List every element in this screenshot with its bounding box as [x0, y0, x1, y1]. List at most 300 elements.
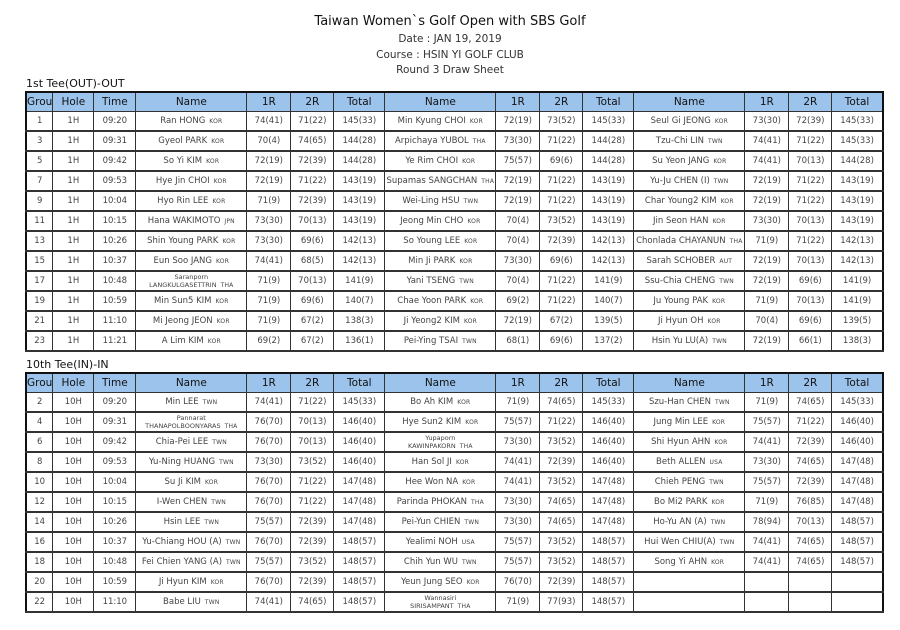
tee10-section-label: 10th Tee(IN)-IN [26, 358, 109, 371]
player-name-cell [634, 452, 745, 472]
player-name: Bo Ah KIM [410, 397, 454, 407]
round1-score: 70(4) [247, 131, 291, 151]
round1-score: 73(30) [496, 251, 540, 271]
player-name-cell [385, 112, 496, 132]
player-name-cell [385, 331, 496, 351]
total-score: 145(33) [334, 112, 385, 132]
total-score: 147(48) [583, 512, 634, 532]
round1-score [745, 572, 789, 592]
round2-score: 69(6) [789, 271, 832, 291]
player-country: KOR [457, 399, 471, 406]
round2-score: 72(39) [789, 112, 832, 132]
column-header: 1R [247, 373, 291, 393]
player-name-cell [136, 512, 247, 532]
round1-score: 74(41) [247, 251, 291, 271]
tee-time: 10:37 [94, 251, 136, 271]
round1-score: 70(4) [496, 211, 540, 231]
round2-score: 71(22) [789, 171, 832, 191]
player-country: KOR [463, 318, 478, 325]
hole: 10H [53, 472, 94, 492]
event-course: Course : HSIN YI GOLF CLUB [376, 49, 524, 61]
tee-time: 10:15 [94, 492, 136, 512]
total-score: 146(40) [583, 412, 634, 432]
player-name: Beth ALLEN [656, 457, 706, 467]
player-name: Yu-Chiang HOU (A) [142, 537, 222, 547]
total-score: 142(13) [334, 251, 385, 271]
round1-score: 71(9) [247, 271, 291, 291]
round2-score: 74(65) [540, 512, 583, 532]
group-number: 17 [26, 271, 53, 291]
round1-score: 73(30) [745, 211, 789, 231]
group-number: 9 [26, 191, 53, 211]
round1-score: 74(41) [745, 151, 789, 171]
player-country: KOR [469, 118, 483, 125]
player-country: KOR [216, 318, 230, 325]
total-score: 146(40) [334, 452, 385, 472]
total-score: 147(48) [832, 472, 883, 492]
player-name-cell [634, 592, 745, 612]
round1-score: 75(57) [247, 552, 291, 572]
player-name-cell [634, 191, 745, 211]
player-country: KOR [462, 158, 476, 165]
round2-score: 74(65) [291, 131, 334, 151]
round2-score: 72(39) [291, 572, 334, 592]
tee-time: 10:04 [94, 191, 136, 211]
total-score: 147(48) [334, 492, 385, 512]
player-name-line2 [385, 602, 495, 611]
tee-time: 10:26 [94, 512, 136, 532]
table-row [26, 311, 883, 331]
player-name-cell [385, 512, 496, 532]
round1-score: 76(70) [247, 532, 291, 552]
round2-score: 66(1) [789, 331, 832, 351]
round1-score: 71(9) [247, 191, 291, 211]
group-number: 13 [26, 231, 53, 251]
round2-score: 72(39) [789, 472, 832, 492]
table-row [26, 191, 883, 211]
tee-time: 11:21 [94, 331, 136, 351]
player-name: Ssu-Chia CHENG [644, 276, 716, 286]
player-country: USA [709, 459, 723, 466]
player-name-line2 [136, 422, 246, 431]
player-name-cell [385, 452, 496, 472]
player-country: TWN [202, 399, 218, 406]
round1-score: 73(30) [496, 512, 540, 532]
total-score: 146(40) [832, 432, 883, 452]
round2-score: 73(52) [291, 552, 334, 572]
player-country: TWN [459, 278, 474, 285]
player-name: Song Yi AHN [654, 557, 708, 567]
total-score: 144(28) [334, 151, 385, 171]
tee-time: 10:37 [94, 532, 136, 552]
total-score: 143(19) [832, 211, 883, 231]
player-country: KOR [712, 298, 726, 305]
player-name-cell [136, 432, 247, 452]
header-row [26, 373, 883, 393]
column-header: Grou [26, 373, 53, 393]
player-country: KOR [210, 579, 224, 586]
total-score: 146(40) [583, 432, 634, 452]
player-name: Shin Young PARK [147, 236, 219, 246]
round1-score: 69(2) [496, 291, 540, 311]
round1-score: 74(41) [745, 552, 789, 572]
player-name-cell [136, 151, 247, 171]
tee-time: 10:04 [94, 472, 136, 492]
player-name: Ju Young PAK [653, 296, 709, 306]
total-score: 148(57) [334, 552, 385, 572]
column-header: Total [832, 373, 883, 393]
total-score: 143(19) [832, 191, 883, 211]
player-name: Ran HONG [160, 116, 206, 126]
player-name-cell [385, 472, 496, 492]
round1-score: 74(41) [247, 592, 291, 612]
player-country: KOR [205, 479, 219, 486]
player-name-cell [634, 432, 745, 452]
round2-score: 71(22) [789, 412, 832, 432]
player-country: KOR [455, 459, 470, 466]
player-name: Char Young2 KIM [644, 196, 717, 206]
player-country: THA [224, 422, 238, 430]
group-number: 4 [26, 412, 53, 432]
player-name: Ji Yeong2 KIM [403, 316, 460, 326]
round1-score [745, 592, 789, 612]
column-header: Hole [53, 92, 94, 112]
round2-score: 73(52) [540, 552, 583, 572]
round1-score: 74(41) [745, 532, 789, 552]
player-country: AUT [719, 258, 733, 265]
round2-score: 71(22) [540, 131, 583, 151]
total-score: 136(1) [334, 331, 385, 351]
round2-score: 72(39) [540, 452, 583, 472]
total-score: 148(57) [583, 572, 634, 592]
player-name: Seul Gi JEONG [650, 116, 711, 126]
player-name: Hye Jin CHOI [155, 176, 210, 186]
total-score: 141(9) [583, 271, 634, 291]
player-name-cell [634, 393, 745, 413]
player-name-cell [136, 552, 247, 572]
round1-score: 73(30) [496, 131, 540, 151]
round1-score: 74(41) [247, 112, 291, 132]
total-score: 143(19) [832, 171, 883, 191]
player-name-cell [634, 412, 745, 432]
round2-score: 73(52) [540, 112, 583, 132]
player-country: KOR [712, 419, 726, 426]
round1-score: 76(70) [247, 412, 291, 432]
hole: 10H [53, 393, 94, 413]
player-name: Hee Won NA [405, 477, 459, 487]
round2-score: 74(65) [789, 532, 832, 552]
player-name: Ji Hyun KIM [158, 577, 207, 587]
player-country: TWN [715, 399, 730, 406]
round2-score: 74(65) [789, 393, 832, 413]
round1-score: 72(19) [745, 271, 789, 291]
player-name: I-Wen CHEN [156, 497, 208, 507]
player-country: THA [457, 602, 471, 610]
round2-score: 72(39) [789, 432, 832, 452]
total-score: 148(57) [832, 532, 883, 552]
round1-score: 72(19) [745, 191, 789, 211]
tee-time: 09:20 [94, 393, 136, 413]
player-country: KOR [206, 158, 220, 165]
round1-score: 73(30) [496, 492, 540, 512]
player-name: Supamas SANGCHAN [386, 176, 478, 186]
round2-score: 72(39) [291, 512, 334, 532]
player-name: Hana WAKIMOTO [147, 216, 221, 226]
total-score: 145(33) [832, 112, 883, 132]
player-country: KOR [711, 499, 725, 506]
player-name: Hyo Rin LEE [157, 196, 209, 206]
player-country: KOR [707, 318, 721, 325]
column-header: 1R [496, 373, 540, 393]
round1-score: 74(41) [496, 472, 540, 492]
total-score: 139(5) [583, 311, 634, 331]
round1-score: 68(1) [496, 331, 540, 351]
round2-score: 70(13) [789, 211, 832, 231]
player-name-cell [136, 331, 247, 351]
total-score: 140(7) [334, 291, 385, 311]
column-header: 2R [789, 92, 832, 112]
round1-score: 72(19) [496, 311, 540, 331]
round2-score: 74(65) [789, 552, 832, 572]
round2-score: 71(22) [540, 291, 583, 311]
player-name: Parinda PHOKAN [396, 497, 468, 507]
tee-time: 09:53 [94, 452, 136, 472]
player-name: Chieh PENG [654, 477, 706, 487]
player-name-cell [136, 291, 247, 311]
player-country: KOR [215, 298, 229, 305]
player-name: Jung Min LEE [653, 417, 709, 427]
column-header: 2R [789, 373, 832, 393]
total-score: 138(3) [334, 311, 385, 331]
round2-score: 71(22) [540, 412, 583, 432]
player-name-cell [634, 112, 745, 132]
total-score: 139(5) [832, 311, 883, 331]
player-name: Szu-Han CHEN [648, 397, 711, 407]
hole: 1H [53, 131, 94, 151]
round1-score: 71(9) [496, 592, 540, 612]
player-country: THA [471, 499, 484, 506]
player-country: TWN [710, 519, 726, 526]
round2-score: 76(85) [789, 492, 832, 512]
table-row [26, 452, 883, 472]
player-name-cell [136, 592, 247, 612]
group-number: 7 [26, 171, 53, 191]
hole: 10H [53, 492, 94, 512]
round1-score: 74(41) [496, 452, 540, 472]
round1-score: 72(19) [496, 112, 540, 132]
tee1-section-label: 1st Tee(OUT)-OUT [26, 77, 125, 90]
player-name: Hye Sun2 KIM [402, 417, 462, 427]
round2-score: 71(22) [291, 112, 334, 132]
round2-score: 72(39) [540, 231, 583, 251]
total-score: 142(13) [583, 231, 634, 251]
table-row [26, 291, 883, 311]
hole: 10H [53, 552, 94, 572]
player-name: Han Sol JI [411, 457, 452, 467]
round2-score: 71(22) [291, 171, 334, 191]
total-score: 143(19) [583, 171, 634, 191]
round1-score: 73(30) [247, 452, 291, 472]
round1-score: 70(4) [745, 311, 789, 331]
player-country: KOR [462, 479, 476, 486]
table-row [26, 151, 883, 171]
player-country: TWN [712, 338, 727, 345]
table-row [26, 592, 883, 612]
hole: 1H [53, 191, 94, 211]
player-country: KOR [714, 118, 728, 125]
column-header: Hole [53, 373, 94, 393]
hole: 1H [53, 171, 94, 191]
player-name: Yealimi NOH [405, 537, 458, 547]
player-country: KOR [464, 238, 478, 245]
player-country: TWN [709, 479, 724, 486]
round1-score: 74(41) [745, 432, 789, 452]
group-number: 2 [26, 393, 53, 413]
player-name-cell [634, 131, 745, 151]
hole: 10H [53, 432, 94, 452]
round2-score: 71(22) [291, 492, 334, 512]
table-row [26, 211, 883, 231]
player-country: TWN [719, 539, 735, 546]
player-name: Yu-Ning HUANG [148, 457, 216, 467]
player-country: TWN [211, 499, 226, 506]
group-number: 22 [26, 592, 53, 612]
player-country: THA [729, 238, 743, 245]
tee10-draw-table [25, 372, 884, 613]
column-header: 1R [745, 373, 789, 393]
round1-score: 75(57) [496, 552, 540, 572]
page-title: Taiwan Women`s Golf Open with SBS Golf [314, 14, 586, 29]
table-row [26, 572, 883, 592]
round-label: Round 3 Draw Sheet [396, 64, 504, 76]
round2-score: 70(13) [291, 412, 334, 432]
round1-score: 72(19) [496, 191, 540, 211]
player-name: Gyeol PARK [158, 136, 208, 146]
round2-score: 74(65) [540, 393, 583, 413]
total-score: 145(33) [832, 393, 883, 413]
total-score: 144(28) [583, 151, 634, 171]
round2-score: 72(39) [291, 191, 334, 211]
round2-score: 72(39) [540, 572, 583, 592]
tee-time: 11:10 [94, 592, 136, 612]
round1-score: 75(57) [745, 472, 789, 492]
hole: 10H [53, 412, 94, 432]
player-country: KOR [713, 158, 727, 165]
total-score: 148(57) [583, 592, 634, 612]
tee-time: 09:53 [94, 171, 136, 191]
column-header: 2R [540, 373, 583, 393]
column-header: Total [583, 373, 634, 393]
player-country: KOR [720, 198, 734, 205]
column-header: Total [334, 92, 385, 112]
round2-score: 72(39) [291, 151, 334, 171]
total-score: 145(33) [334, 393, 385, 413]
player-name-cell [136, 271, 247, 291]
round1-score: 71(9) [496, 393, 540, 413]
player-country: THA [481, 178, 495, 185]
table-row [26, 112, 883, 132]
player-name-cell [136, 532, 247, 552]
player-name: Mi Jeong JEON [152, 316, 213, 326]
round2-score: 74(65) [540, 492, 583, 512]
round1-score: 73(30) [247, 211, 291, 231]
player-name: Fei Chien YANG (A) [141, 557, 223, 567]
player-name: Pei-Yun CHIEN [401, 517, 461, 527]
tee-time: 10:26 [94, 231, 136, 251]
tee1-draw-table [25, 91, 884, 352]
tee-time: 10:48 [94, 552, 136, 572]
player-name-cell [634, 271, 745, 291]
player-name: Min LEE [165, 397, 199, 407]
player-name: Babe LIU [163, 597, 201, 607]
total-score: 146(40) [334, 432, 385, 452]
player-name-cell [385, 131, 496, 151]
total-score: 147(48) [334, 472, 385, 492]
player-name-cell [385, 311, 496, 331]
player-name-cell [385, 592, 496, 612]
hole: 10H [53, 512, 94, 532]
table-row [26, 393, 883, 413]
player-country: TWN [219, 459, 234, 466]
player-country: THA [472, 138, 486, 145]
round2-score: 68(5) [291, 251, 334, 271]
player-name-cell [385, 171, 496, 191]
total-score: 143(19) [334, 191, 385, 211]
player-surname: THANAPOLBOONYARAS [145, 421, 221, 430]
round1-score: 70(4) [496, 271, 540, 291]
round1-score: 71(9) [247, 311, 291, 331]
total-score: 142(13) [832, 251, 883, 271]
column-header: 1R [496, 92, 540, 112]
player-name-cell [136, 131, 247, 151]
hole: 1H [53, 291, 94, 311]
round1-score: 73(30) [496, 432, 540, 452]
round2-score: 67(2) [540, 311, 583, 331]
player-name: Wei-Ling HSU [402, 196, 460, 206]
table-row [26, 331, 883, 351]
table-row [26, 532, 883, 552]
total-score: 143(19) [334, 171, 385, 191]
column-header: Name [634, 92, 745, 112]
player-country: KOR [465, 419, 479, 426]
player-name: Yani TSENG [406, 276, 456, 286]
round1-score: 76(70) [496, 572, 540, 592]
hole: 1H [53, 231, 94, 251]
round1-score: 74(41) [247, 393, 291, 413]
player-name: Yeun Jung SEO [400, 577, 463, 587]
player-country: KOR [212, 198, 226, 205]
tee-time: 09:42 [94, 432, 136, 452]
player-name: Min Ji PARK [408, 256, 456, 266]
player-name: Chia-Pei LEE [155, 437, 209, 447]
player-name-cell [385, 412, 496, 432]
round2-score: 74(65) [291, 592, 334, 612]
table-row [26, 432, 883, 452]
player-name-cell [634, 291, 745, 311]
column-header: Total [832, 92, 883, 112]
hole: 1H [53, 271, 94, 291]
hole: 1H [53, 211, 94, 231]
player-name-cell [634, 492, 745, 512]
total-score: 138(3) [832, 331, 883, 351]
total-score: 148(57) [832, 552, 883, 572]
group-number: 23 [26, 331, 53, 351]
event-date: Date : JAN 19, 2019 [398, 33, 502, 45]
player-name: Chih Yun WU [403, 557, 459, 567]
round2-score: 74(65) [789, 452, 832, 472]
player-country: TWN [462, 559, 477, 566]
player-name-cell [634, 171, 745, 191]
